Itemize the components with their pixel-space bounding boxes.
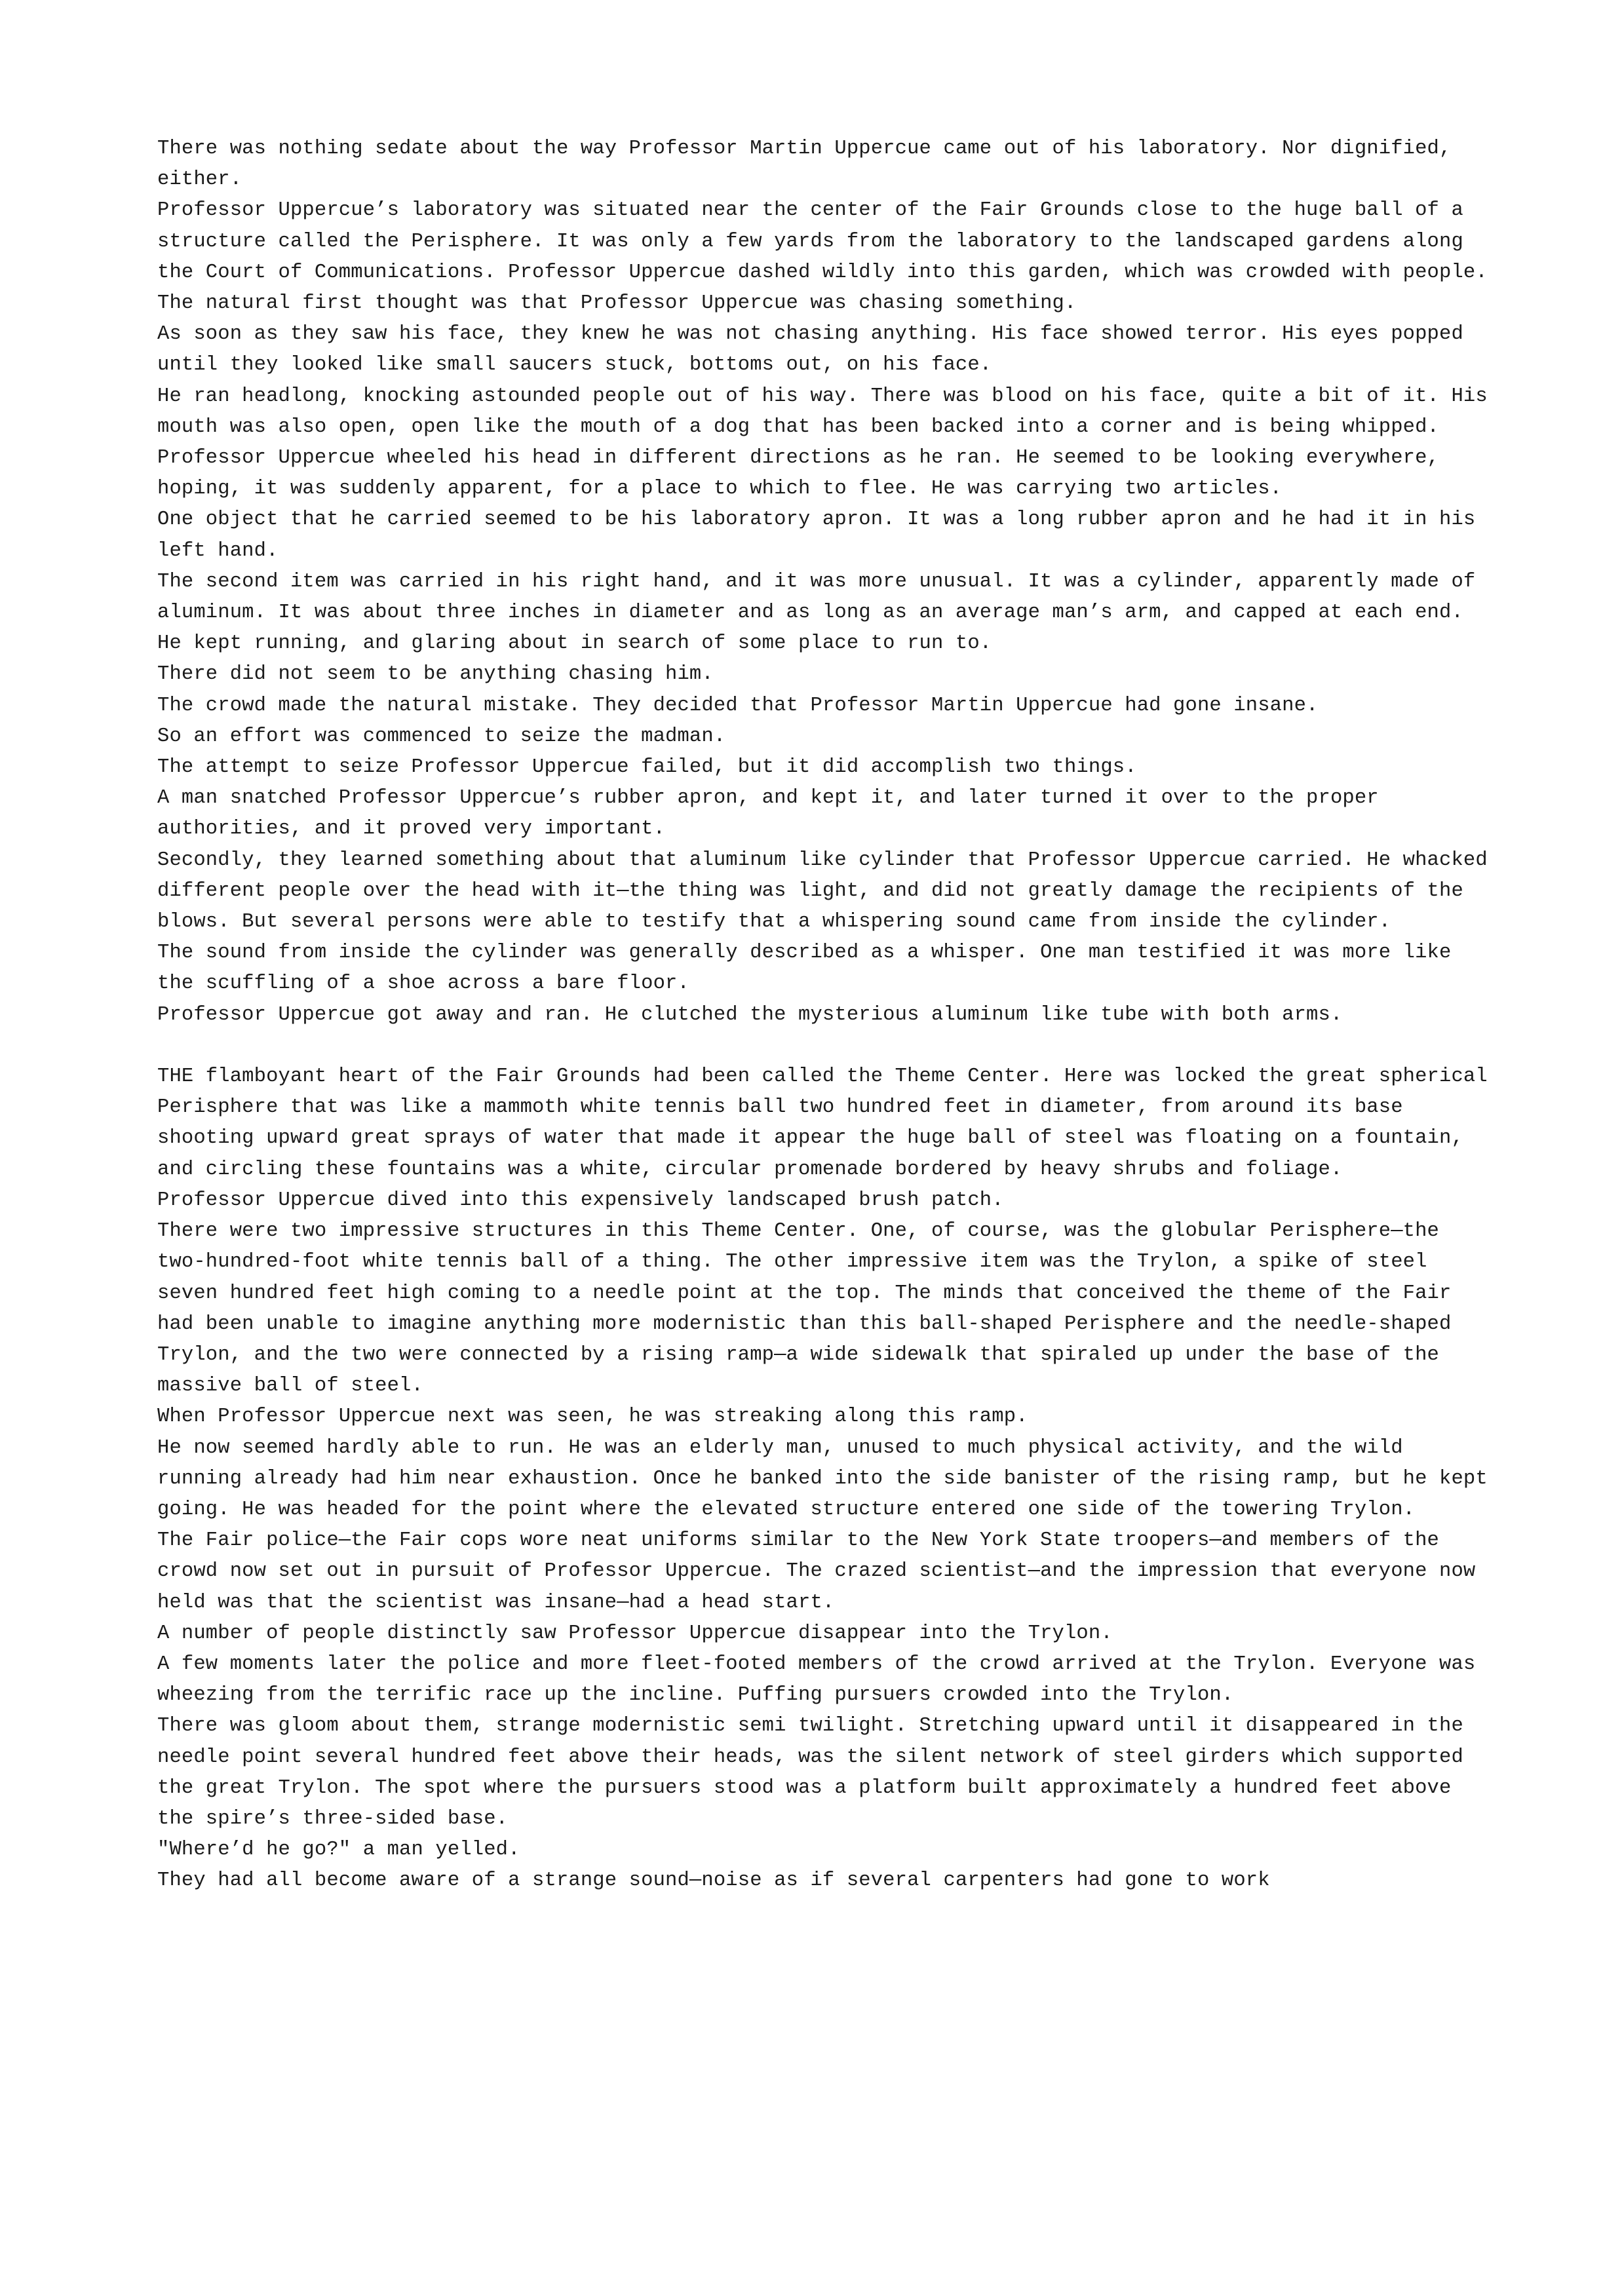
paragraph: A few moments later the police and more fleet-footed members of the crowd arrived at the Trylon. Everyone was wheezing from the terrific race up the incline. Puffing pursuers crowded into the Trylon. [157,1653,1476,1707]
paragraph: The second item was carried in his right hand, and it was more unusual. It was a cylinder, apparently made of aluminum. It was about three inches in diameter and as long as an average man’s arm, and capped at each end. [157,570,1476,624]
paragraph: Professor Uppercue’s laboratory was situated near the center of the Fair Grounds close to the huge ball of a structure called the Perisphere. It was only a few yards from the laboratory to the landscaped gardens along the Court of Communications. Professor Uppercue dashed wildly into this garden, which was crowded with people. [157,199,1488,284]
document-body [157,134,1494,1897]
paragraph: The crowd made the natural mistake. They decided that Professor Martin Uppercue had gone insane. [157,694,1319,717]
paragraph: The attempt to seize Professor Uppercue failed, but it did accomplish two things. [157,756,1137,779]
paragraph: There were two impressive structures in this Theme Center. One, of course, was the globular Perisphere—the two-hundred-foot white tennis ball of a thing. The other impressive item was the Trylon, a spike of steel seven hundred feet high coming to a needle point at the top. The minds that conceived the theme of the Fair had been unable to imagine anything more modernistic than this ball-shaped Perisphere and the needle-shaped Trylon, and the two were connected by a rising ramp—a wide sidewalk that spiraled up under the base of the massive ball of steel. [157,1220,1452,1398]
paragraph: THE flamboyant heart of the Fair Grounds had been called the Theme Center. Here was locked the great spherical Perisphere that was like a mammoth white tennis ball two hundred feet in diameter, from around its base shooting upward great sprays of water that made it appear the huge ball of steel was floating on a fountain, and circling these fountains was a white, circular promenade bordered by heavy shrubs and foliage. [157,1065,1488,1181]
paragraph: He kept running, and glaring about in search of some place to run to. [157,632,992,655]
paragraph: The natural first thought was that Professor Uppercue was chasing something. [157,292,1077,315]
paragraph: When Professor Uppercue next was seen, he was streaking along this ramp. [157,1406,1028,1428]
paragraph: One object that he carried seemed to be his laboratory apron. It was a long rubber apron and he had it in his left hand. [157,508,1476,562]
paragraph: A number of people distinctly saw Professor Uppercue disappear into the Trylon. [157,1622,1113,1645]
paragraph: The Fair police—the Fair cops wore neat uniforms similar to the New York State troopers—and members of the crowd now set out in pursuit of Professor Uppercue. The crazed scientist—and the impression that everyone now held was that the scientist was insane—had a head start. [157,1529,1476,1614]
paragraph: Professor Uppercue dived into this expensively landscaped brush patch. [157,1189,1004,1212]
paragraph: A man snatched Professor Uppercue’s rubber apron, and kept it, and later turned it over to the proper authorities, and it proved very important. [157,787,1379,841]
paragraph: "Where’d he go?" a man yelled. [157,1839,520,1862]
paragraph: Professor Uppercue got away and ran. He clutched the mysterious aluminum like tube with both arms. [157,1003,1343,1026]
paragraph: So an effort was commenced to seize the madman. [157,725,726,748]
paragraph: There did not seem to be anything chasing him. [157,663,714,686]
paragraph: There was gloom about them, strange modernistic semi twilight. Stretching upward until it disappeared in the needle point several hundred feet above their heads, was the silent network of steel girders which supported the great Trylon. The spot where the pursuers stood was a platform built approximately a hundred feet above the spire’s three-sided base. [157,1715,1463,1830]
section-break [157,1031,1494,1062]
paragraph: There was nothing sedate about the way Professor Martin Uppercue came out of his laboratory. Nor dignified, either. [157,138,1452,191]
paragraph: They had all become aware of a strange sound—noise as if several carpenters had gone to work [157,1869,1270,1892]
paragraph: Professor Uppercue wheeled his head in different directions as he ran. He seemed to be looking everywhere, hoping, it was suddenly apparent, for a place to which to flee. He was carrying two articles. [157,447,1440,501]
paragraph: He now seemed hardly able to run. He was an elderly man, unused to much physical activity, and the wild running already had him near exhaustion. Once he banked into the side banister of the rising ramp, but he kept going. He was headed for the point where the elevated structure entered one side of the towering Trylon. [157,1436,1488,1521]
paragraph: Secondly, they learned something about that aluminum like cylinder that Professor Uppercue carried. He whacked different people over the head with it—the thing was light, and did not greatly damage the recipients of the blows. But several persons were able to testify that a whispering sound came from inside the cylinder. [157,849,1488,934]
paragraph: As soon as they saw his face, they knew he was not chasing anything. His face showed terror. His eyes popped until they looked like small saucers stuck, bottoms out, on his face. [157,323,1463,377]
paragraph: He ran headlong, knocking astounded people out of his way. There was blood on his face, quite a bit of it. His mouth was also open, open like the mouth of a dog that has been backed into a corner and is being whipped. [157,385,1488,438]
paragraph: The sound from inside the cylinder was generally described as a whisper. One man testified it was more like the scuffling of a shoe across a bare floor. [157,942,1452,995]
